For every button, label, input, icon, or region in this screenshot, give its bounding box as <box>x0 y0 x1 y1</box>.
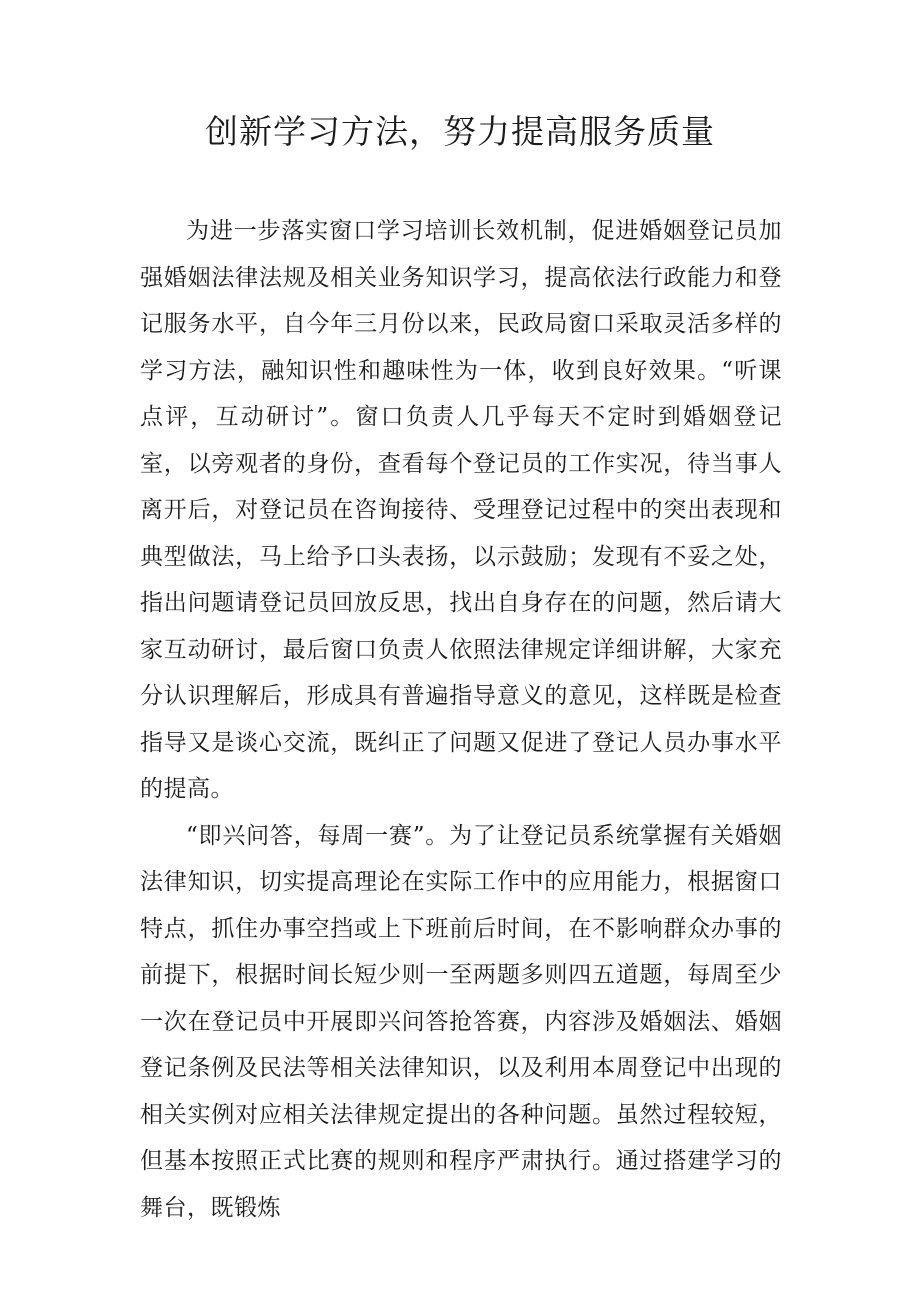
paragraph-1: 为进一步落实窗口学习培训长效机制，促进婚姻登记员加强婚姻法律法规及相关业务知识学习，提高依法行政能力和登记服务水平，自今年三月份以来，民政局窗口采取灵活多样的学习方法，融知识性和趣味性为一体，收到良好效果。“听课点评，互动研讨”。窗口负责人几乎每天不定时到婚姻登记室，以旁观者的身份，查看每个登记员的工作实况，待当事人离开后，对登记员在咨询接待、受理登记过程中的突出表现和典型做法，马上给予口头表扬，以示鼓励；发现有不妥之处，指出问题请登记员回放反思，找出自身存在的问题，然后请大家互动研讨，最后窗口负责人依照法律规定详细讲解，大家充分认识理解后，形成具有普遍指导意义的意见，这样既是检查指导又是谈心交流，既纠正了问题又促进了登记人员办事水平的提高。 <box>140 218 782 802</box>
document-title: 创新学习方法，努力提高服务质量 <box>205 112 715 151</box>
document-body <box>140 208 782 1231</box>
paragraph-2: “即兴问答，每周一赛”。为了让登记员系统掌握有关婚姻法律知识，切实提高理论在实际工作中的应用能力，根据窗口特点，抓住办事空挡或上下班前后时间，在不影响群众办事的前提下，根据时间长短少则一至两题多则四五道题，每周至少一次在登记员中开展即兴问答抢答赛，内容涉及婚姻法、婚姻登记条例及民法等相关法律知识，以及利用本周登记中出现的相关实例对应相关法律规定提出的各种问题。虽然过程较短，但基本按照正式比赛的规则和程序严肃执行。通过搭建学习的舞台，既锻炼 <box>140 822 782 1221</box>
